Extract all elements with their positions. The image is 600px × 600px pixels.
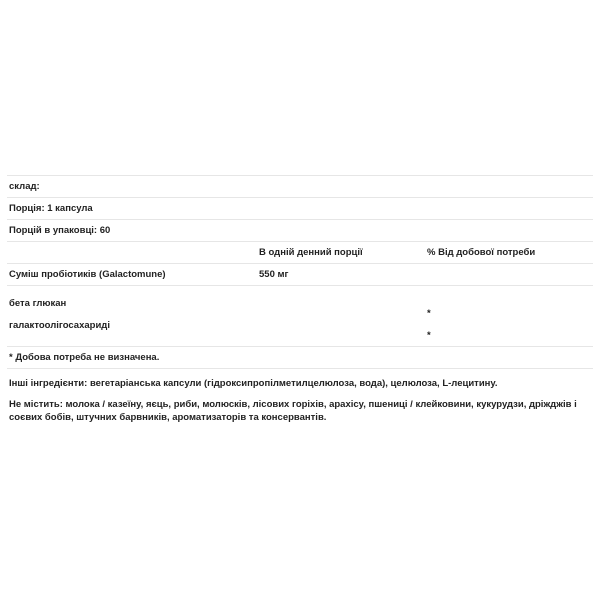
allergen-statement: Не містить: молока / казеїну, яєць, риби, молюсків, лісових горіхів, арахісу, пшениці / клейковини, кукурудзи, дріжджів і соєвих бобів, штучних барвників, ароматизаторів та консервантів. bbox=[9, 399, 577, 423]
header-daily-value: % Від добової потреби bbox=[427, 247, 536, 258]
footnote-row bbox=[7, 346, 593, 369]
table-header-row bbox=[7, 241, 593, 263]
sub-ingredients bbox=[7, 285, 593, 346]
serving-size-text: Порція: 1 капсула bbox=[9, 203, 93, 214]
servings-per-container-text: Порцій в упаковці: 60 bbox=[9, 225, 111, 236]
sub-ingredient-dv: * bbox=[427, 308, 431, 319]
composition-title-text: склад: bbox=[9, 181, 40, 192]
composition-title bbox=[7, 175, 593, 197]
sub-ingredient-name: галактоолігосахариді bbox=[9, 320, 110, 331]
table-row bbox=[7, 263, 593, 285]
sub-ingredient-name: бета глюкан bbox=[9, 298, 67, 309]
ingredient-amount: 550 мг bbox=[259, 269, 289, 280]
ingredient-name: Суміш пробіотиків (Galactomune) bbox=[9, 269, 166, 280]
supplement-facts-table bbox=[7, 175, 593, 369]
serving-size-row bbox=[7, 197, 593, 219]
sub-ingredient-dv: * bbox=[427, 330, 431, 341]
other-ingredients: Інші інгредієнти: вегетаріанська капсули (гідроксипропілметилцелюлоза, вода), целюлоза, L-лецитину. bbox=[9, 378, 498, 389]
footnote-text: * Добова потреба не визначена. bbox=[9, 352, 160, 363]
header-amount: В одній денний порції bbox=[259, 247, 363, 258]
servings-per-container-row bbox=[7, 219, 593, 241]
